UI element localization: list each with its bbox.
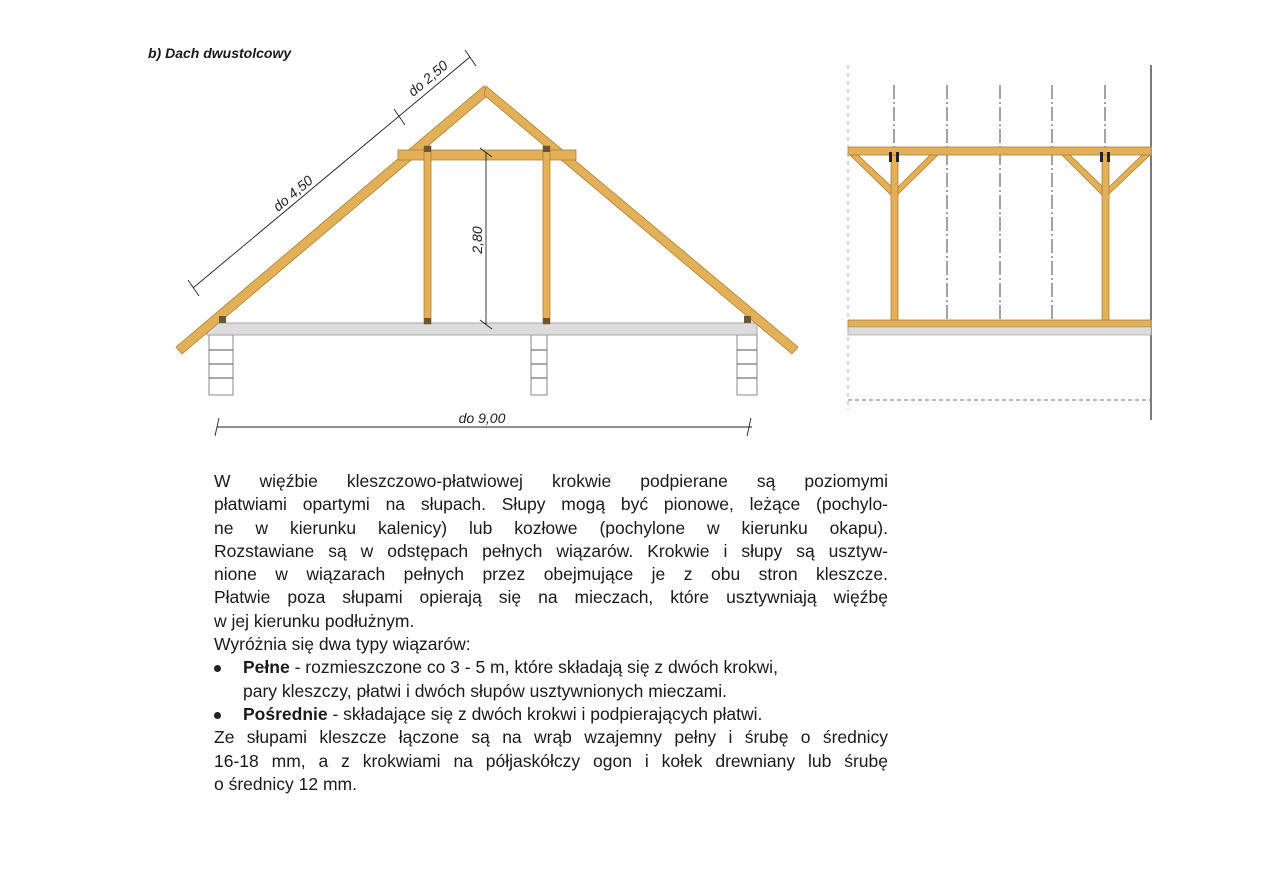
purlin [848,147,1151,155]
paragraph-line: nione w wiązarach pełnych przez obejmujące je z obu stron kleszcze. [214,564,888,585]
bullet-text: - rozmieszczone co 3 - 5 m, które składają się z dwóch krokwi, [289,657,778,678]
floor-slab [207,323,757,335]
paragraph-line: ne w kierunku kalenicy) lub kozłowe (pochylone w kierunku okapu). [214,517,888,538]
left-post [424,146,431,324]
brace [850,155,893,195]
paragraph-line: 16-18 mm, a z krokwiami na półjaskółczy ogon i kołek drewniany lub śrubę [214,750,888,771]
brace [1108,155,1150,195]
left-rafter [176,86,488,354]
bullet-term: Pośrednie [243,703,328,724]
paragraph-line: Płatwie poza słupami opierają się na mieczach, które usztywniają więźbę [214,587,888,608]
paragraph-line: Rozstawiane są w odstępach pełnych wiązarów. Krokwie i słupy są usztyw- [214,540,888,561]
floor-slab [848,327,1151,335]
dim-rafter-upper: do 2,50 [404,57,451,100]
paragraph-line: o średnicy 12 mm. [214,773,357,794]
brace [897,155,938,195]
bullet-term: Pełne [243,657,290,678]
bottom-beam [848,320,1151,327]
rafter-axis-lines [894,85,1105,320]
dim-height: 2,80 [469,226,485,254]
paragraph-line: Ze słupami kleszcze łączone są na wrąb wzajemny pełny i śrubę o średnicy [214,727,888,748]
brace [1062,155,1104,195]
bullet-item-intermediate [214,703,888,726]
paragraph-line: W więźbie kleszczowo-płatwiowej krokwie podpierane są poziomymi [214,471,888,491]
post [1102,155,1109,321]
bullet-text: pary kleszczy, płatwi i dwóch słupów usztywnionych mieczami. [243,680,728,701]
cross-section-diagram [176,50,798,436]
bullet-icon [214,712,221,719]
right-post [543,146,550,324]
bullet-icon [214,665,221,672]
body-text [214,470,888,796]
dim-span: do 9,00 [458,410,506,426]
paragraph-line: w jej kierunku podłużnym. [214,610,415,631]
figure-title: b) Dach dwustolcowy [148,45,292,61]
bullet-text: - składające się z dwóch krokwi i podpierających płatwi. [327,703,763,724]
longitudinal-section-diagram [848,65,1151,420]
right-rafter [484,86,798,354]
wall-brick-lines [209,350,757,378]
post [891,155,898,321]
paragraph-line: Wyróżnia się dwa typy wiązarów: [214,634,471,655]
paragraph-line: płatwiami opartymi na słupach. Słupy mogą być pionowe, leżące (pochylo- [214,494,888,515]
bullet-item-full [214,656,888,703]
dim-rafter-lower: do 4,50 [269,172,316,215]
walls [209,335,757,395]
